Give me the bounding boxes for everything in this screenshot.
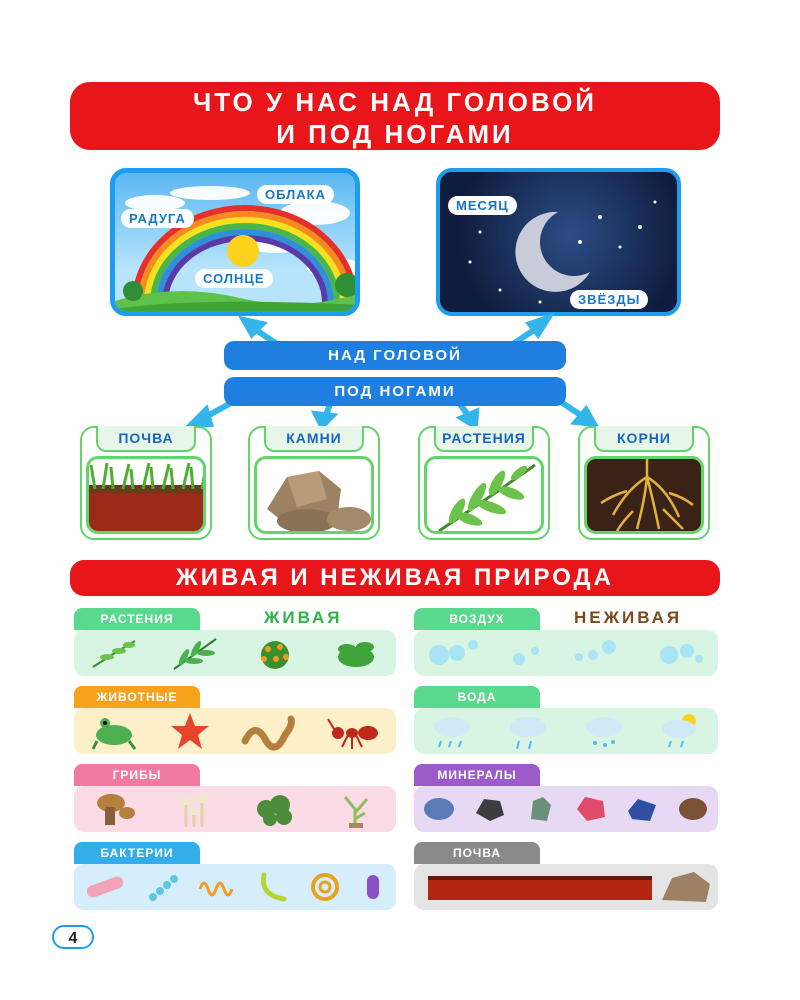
- roots-icon: [584, 456, 704, 534]
- snake-icon: [241, 711, 297, 751]
- mineral-blue-icon: [421, 793, 457, 825]
- soil-row: [414, 864, 718, 910]
- card-soil: [80, 426, 212, 540]
- card-label: ПОЧВА: [96, 426, 196, 452]
- soil-icon: [86, 456, 206, 534]
- rain-cloud-icon: [429, 711, 475, 751]
- title-line-1: ЧТО У НАС НАД ГОЛОВОЙ: [193, 87, 597, 117]
- tab-soil: ПОЧВА: [414, 842, 540, 864]
- bubbles-group-icon: [651, 635, 707, 671]
- rainbow-label: РАДУГА: [121, 209, 194, 228]
- animals-row: [74, 708, 396, 754]
- chain-bacteria-icon: [145, 869, 181, 905]
- card-label: КОРНИ: [594, 426, 694, 452]
- plants-row: [74, 630, 396, 676]
- card-plants: [418, 426, 550, 540]
- card-label: РАСТЕНИЯ: [434, 426, 534, 452]
- ant-icon: [326, 711, 382, 751]
- bacteria-row: [74, 864, 396, 910]
- living-word: ЖИВАЯ: [264, 608, 343, 627]
- tab-animals: ЖИВОТНЫЕ: [74, 686, 200, 708]
- coiled-bacterium-icon: [307, 869, 343, 905]
- sun-label: СОЛНЦЕ: [195, 269, 273, 288]
- mineral-brown-icon: [675, 793, 711, 825]
- clouds-label: ОБЛАКА: [257, 185, 334, 204]
- fungi-row: [74, 786, 396, 832]
- small-bubbles-icon: [507, 635, 547, 671]
- card-label: КАМНИ: [264, 426, 364, 452]
- water-row: [414, 708, 718, 754]
- tab-plants: РАСТЕНИЯ: [74, 608, 200, 630]
- rocks-icon: [254, 456, 374, 534]
- card-rocks: [248, 426, 380, 540]
- above-head-bar: НАД ГОЛОВОЙ: [224, 341, 566, 370]
- lichen-icon: [333, 789, 379, 829]
- sun-rain-cloud-icon: [657, 711, 703, 751]
- air-bubbles-icon: [425, 635, 485, 671]
- mushroom-icon: [91, 789, 137, 829]
- frog-icon: [89, 711, 139, 751]
- under-feet-bar: ПОД НОГАМИ: [224, 377, 566, 406]
- card-roots: [578, 426, 710, 540]
- tab-fungi: ГРИБЫ: [74, 764, 200, 786]
- curved-bacterium-icon: [256, 869, 292, 905]
- tab-minerals: МИНЕРАЛЫ: [414, 764, 540, 786]
- mineral-pink-icon: [573, 793, 609, 825]
- nonliving-word: НЕЖИВАЯ: [574, 608, 683, 627]
- spiral-bacterium-icon: [196, 869, 240, 905]
- air-row: [414, 630, 718, 676]
- leafy-plant-icon: [331, 635, 381, 671]
- soil-layer-icon: [414, 864, 718, 910]
- flower-bush-icon: [250, 635, 300, 671]
- white-mushrooms-icon: [172, 789, 218, 829]
- sprig-icon: [89, 635, 139, 671]
- minerals-row: [414, 786, 718, 832]
- flagellum-bacterium-icon: [358, 869, 388, 905]
- storm-cloud-icon: [505, 711, 551, 751]
- mineral-green-icon: [523, 793, 559, 825]
- title-line-2: И ПОД НОГАМИ: [276, 119, 514, 149]
- tab-bacteria: БАКТЕРИИ: [74, 842, 200, 864]
- tab-air: ВОЗДУХ: [414, 608, 540, 630]
- rod-bacterium-icon: [82, 869, 130, 905]
- mineral-dark-icon: [472, 793, 508, 825]
- tab-water: ВОДА: [414, 686, 540, 708]
- moon-label: МЕСЯЦ: [448, 196, 517, 215]
- mold-icon: [252, 789, 298, 829]
- bubbles-cluster-icon: [569, 635, 629, 671]
- hail-cloud-icon: [581, 711, 627, 751]
- mineral-indigo-icon: [624, 793, 660, 825]
- starfish-icon: [168, 711, 212, 751]
- nature-title-banner: ЖИВАЯ И НЕЖИВАЯ ПРИРОДА: [70, 560, 720, 596]
- fern-icon: [424, 456, 544, 534]
- stars-label: ЗВЁЗДЫ: [570, 290, 648, 309]
- fern-leaf-icon: [170, 635, 220, 671]
- page-number: 4: [52, 925, 94, 949]
